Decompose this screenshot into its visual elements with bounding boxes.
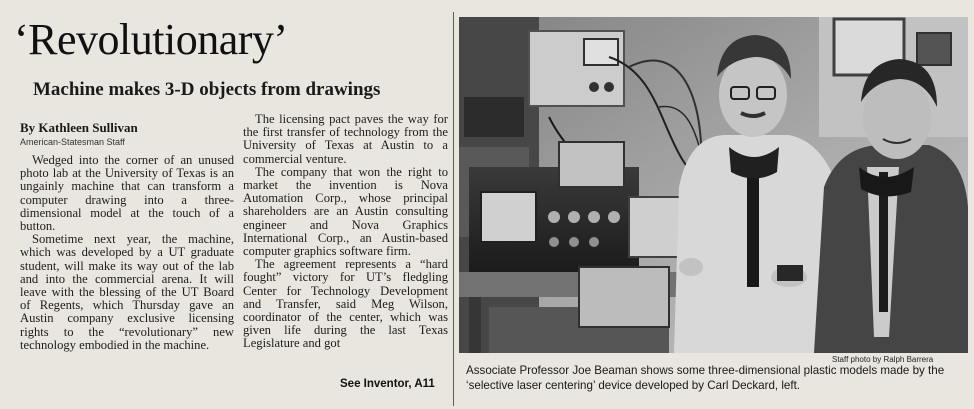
- subheadline: Machine makes 3-D objects from drawings: [33, 79, 381, 100]
- byline: By Kathleen Sullivan: [20, 120, 138, 135]
- paragraph: The agreement represents a “hard fought” victory for UT’s fledgling Center for Technology Development and Transfer, said Meg Wilson, coordinator of the center, which was given life during the last Texas Legislature and got: [243, 257, 448, 351]
- byline-affiliation: American-Statesman Staff: [20, 137, 125, 147]
- headline: ‘Revolutionary’: [14, 15, 288, 64]
- paragraph: Wedged into the corner of an unused photo lab at the University of Texas is an ungainly machine that can transform a computer drawing into a three-dimensional model at the touch of a button.: [20, 153, 234, 234]
- continuation-reference: See Inventor, A11: [340, 378, 435, 390]
- photo-credit: Staff photo by Ralph Barrera: [832, 355, 934, 364]
- news-photo: [459, 17, 968, 353]
- paragraph: Sometime next year, the machine, which was developed by a UT graduate student, will make its way out of the lab and into the commercial arena. It will leave with the blessing of the UT Board of Regents, which Thursday gave an Austin company exclusive licensing rights to the “revolutionary” new technology embodied in the machine.: [20, 232, 234, 352]
- lab-photo-illustration: [459, 17, 968, 353]
- paragraph: The licensing pact paves the way for the first transfer of technology from the University of Texas at Austin to a commercial venture.: [243, 112, 448, 166]
- article-column-2: [243, 113, 448, 351]
- column-divider: [453, 12, 454, 406]
- photo-caption: Associate Professor Joe Beaman shows some three-dimensional plastic models made by the ‘selective laser centering’ device developed by Carl Deckard, left.: [466, 364, 945, 392]
- paragraph: The company that won the right to market the invention is Nova Automation Corp., whose principal shareholders are an Austin consulting engineer and Nova Graphics International Corp., an Austin-based computer graphics software firm.: [243, 164, 448, 259]
- article-column-1: [20, 154, 234, 352]
